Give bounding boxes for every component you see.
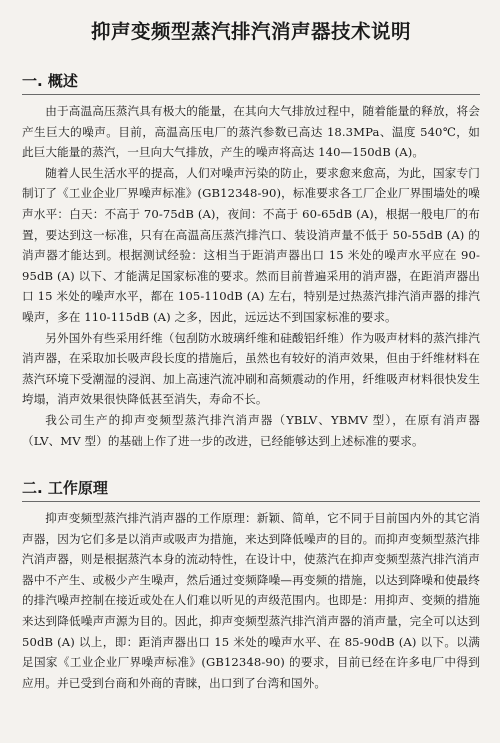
paragraph: 另外国外有些采用纤维（包刮防水玻璃纤维和硅酸铝纤维）作为吸声材料的蒸汽排汽消声器，在采取加长吸声段长度的措施后，虽然也有较好的消声效果，但由于纤维材料在蒸汽环境下受潮湿的浸润、加上高速汽流冲刷和高频震动的作用，纤维吸声材料很快发生垮塌，消声效果很快降低甚至消失，寿命不长。 <box>22 330 480 407</box>
section-working-principle <box>22 477 480 693</box>
paragraph: 随着人民生活水平的提高，人们对噪声污染的防止，要求愈来愈高，为此，国家专门制订了《工业企业厂界噪声标准》(GB12348-90)，标准要求各工厂企业厂界围墙处的噪声水平：白天：不高于 70-75dB (A)，夜间：不高于 60-65dB (A)，根据一般电厂的布置，要达到这一标准，只有在高温高压蒸汽排汽口、装设消声量不低于 50-55dB (A) 的消声器才能达到。根据测试经验：这相当于距消声器出口 15 米处的噪声水平应在 90-95dB (A) 以下、才能满足国家标准的要求。然而目前普遍采用的消声器，在距消声器出口 15 米处的噪声水平，都在 105-110dB (A) 左右，特别是过热蒸汽排汽消声器的排汽噪声，多在 110-115dB (A) 之多，因此，远远达不到国家标准的要求。 <box>22 165 480 324</box>
document-title: 抑声变频型蒸汽排汽消声器技术说明 <box>90 20 411 43</box>
paragraph: 由于高温高压蒸汽具有极大的能量，在其向大气排放过程中，随着能量的释放，将会产生巨大的噪声。目前，高温高压电厂的蒸汽参数已高达 18.3MPa、温度 540℃，如此巨大能量的蒸汽，一旦向大气排放，产生的噪声将高达 140—150dB (A)。 <box>22 104 480 160</box>
paragraph: 我公司生产的抑声变频型蒸汽排汽消声器（YBLV、YBMV 型），在原有消声器（LV、MV 型）的基础上作了进一步的改进，已经能够达到上述标准的要求。 <box>22 412 480 448</box>
paragraph: 抑声变频型蒸汽排汽消声器的工作原理：新颖、简单，它不同于目前国内外的其它消声器，因为它们多是以消声或吸声为措施，来达到降低噪声的目的。而抑声变频型蒸汽排汽消声器，则是根据蒸汽本身的流动特性，在设计中，使蒸汽在抑声变频型蒸汽排汽消声器中不产生、或极少产生噪声，然后通过变频降噪—再变频的措施，以达到降噪和使最终的排汽噪声控制在接近或处在人们难以听见的声级范围内。也即是：用抑声、变频的措施来达到降低噪声声源为目的。因此，抑声变频型蒸汽排汽消声器的消声量，完全可以达到 50dB (A) 以上，即：距消声器出口 15 米处的噪声水平、在 85-90dB (A) 以下。以满足国家《工业企业厂界噪声标准》(GB12348-90) 的要求，目前已经在许多电厂中得到应用。并已受到台商和外商的青睐，出口到了台湾和国外。 <box>22 511 480 690</box>
section-heading-working-principle: 二. 工作原理 <box>22 479 108 498</box>
section-heading-overview: 一. 概述 <box>22 72 78 90</box>
section-divider <box>22 501 480 502</box>
section-divider <box>22 94 480 95</box>
section-overview <box>22 70 480 451</box>
